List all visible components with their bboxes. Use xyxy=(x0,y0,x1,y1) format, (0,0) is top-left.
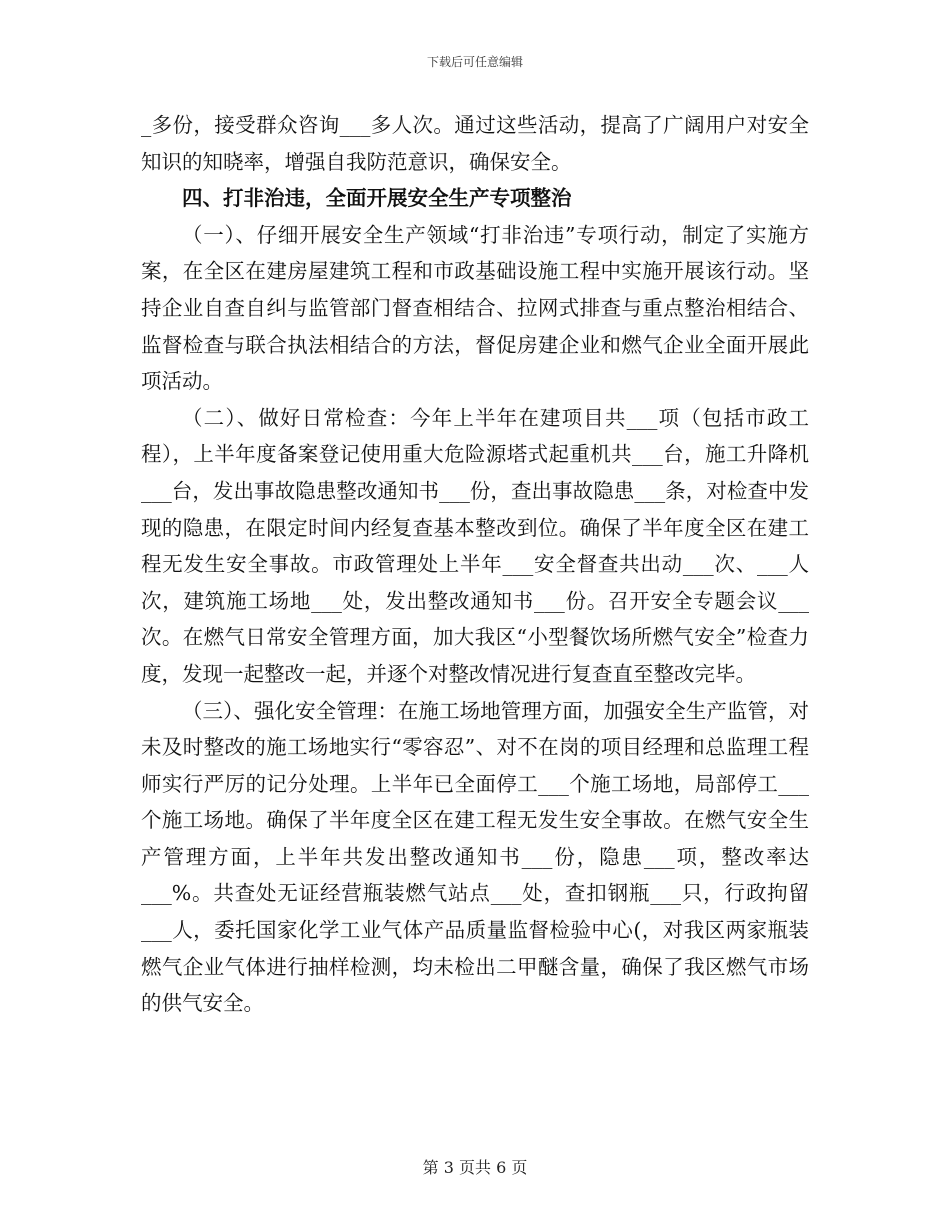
page-header: 下载后可任意编辑 xyxy=(426,55,523,69)
page-number: 第 3 页共 6 页 xyxy=(422,1158,528,1177)
document-body xyxy=(141,107,809,1022)
paragraph-continuation: _多份，接受群众咨询___多人次。通过这些活动，提高了广阔用户对安全知识的知晓率，增强自我防范意识，确保安全。 xyxy=(141,113,809,174)
paragraph-daily-inspection: （二）、做好日常检查：今年上半年在建项目共___项（包括市政工程），上半年度备案登记使用重大危险源塔式起重机共___台，施工升降机___台，发出事故隐患整改通知书___份，查出事故隐患___条，对检查中发现的隐患，在限定时间内经复查基本整改到位。确保了半年度全区在建工程无发生安全事故。市政管理处上半年___安全督查共出动___次、___人次，建筑施工场地___处，发出整改通知书___份。召开安全专题会议___次。在燃气日常安全管理方面，加大我区“小型餐饮场所燃气安全”检查力度，发现一起整改一起，并逐个对整改情况进行复查直至整改完毕。 xyxy=(141,405,809,686)
section-heading: 四、打非治违，全面开展安全生产专项整治 xyxy=(182,186,572,211)
paragraph-safety-management: （三）、强化安全管理：在施工场地管理方面，加强安全生产监管，对未及时整改的施工场地实行“零容忍”、对不在岗的项目经理和总监理工程师实行严厉的记分处理。上半年已全面停工___个施工场地，局部停工___个施工场地。确保了半年度全区在建工程无发生安全事故。在燃气安全生产管理方面，上半年共发出整改通知书___份，隐患___项，整改率达___%。共查处无证经营瓶装燃气站点___处，查扣钢瓶___只，行政拘留___人，委托国家化学工业气体产品质量监督检验中心(，对我区两家瓶装燃气企业气体进行抽样检测，均未检出二甲醚含量，确保了我区燃气市场的供气安全。 xyxy=(141,698,809,1016)
paragraph-special-action: （一）、仔细开展安全生产领域“打非治违”专项行动，制定了实施方案，在全区在建房屋建筑工程和市政基础设施工程中实施开展该行动。坚持企业自查自纠与监管部门督查相结合、拉网式排查与重点整治相结合、监督检查与联合执法相结合的方法，督促房建企业和燃气企业全面开展此项活动。 xyxy=(141,222,809,394)
